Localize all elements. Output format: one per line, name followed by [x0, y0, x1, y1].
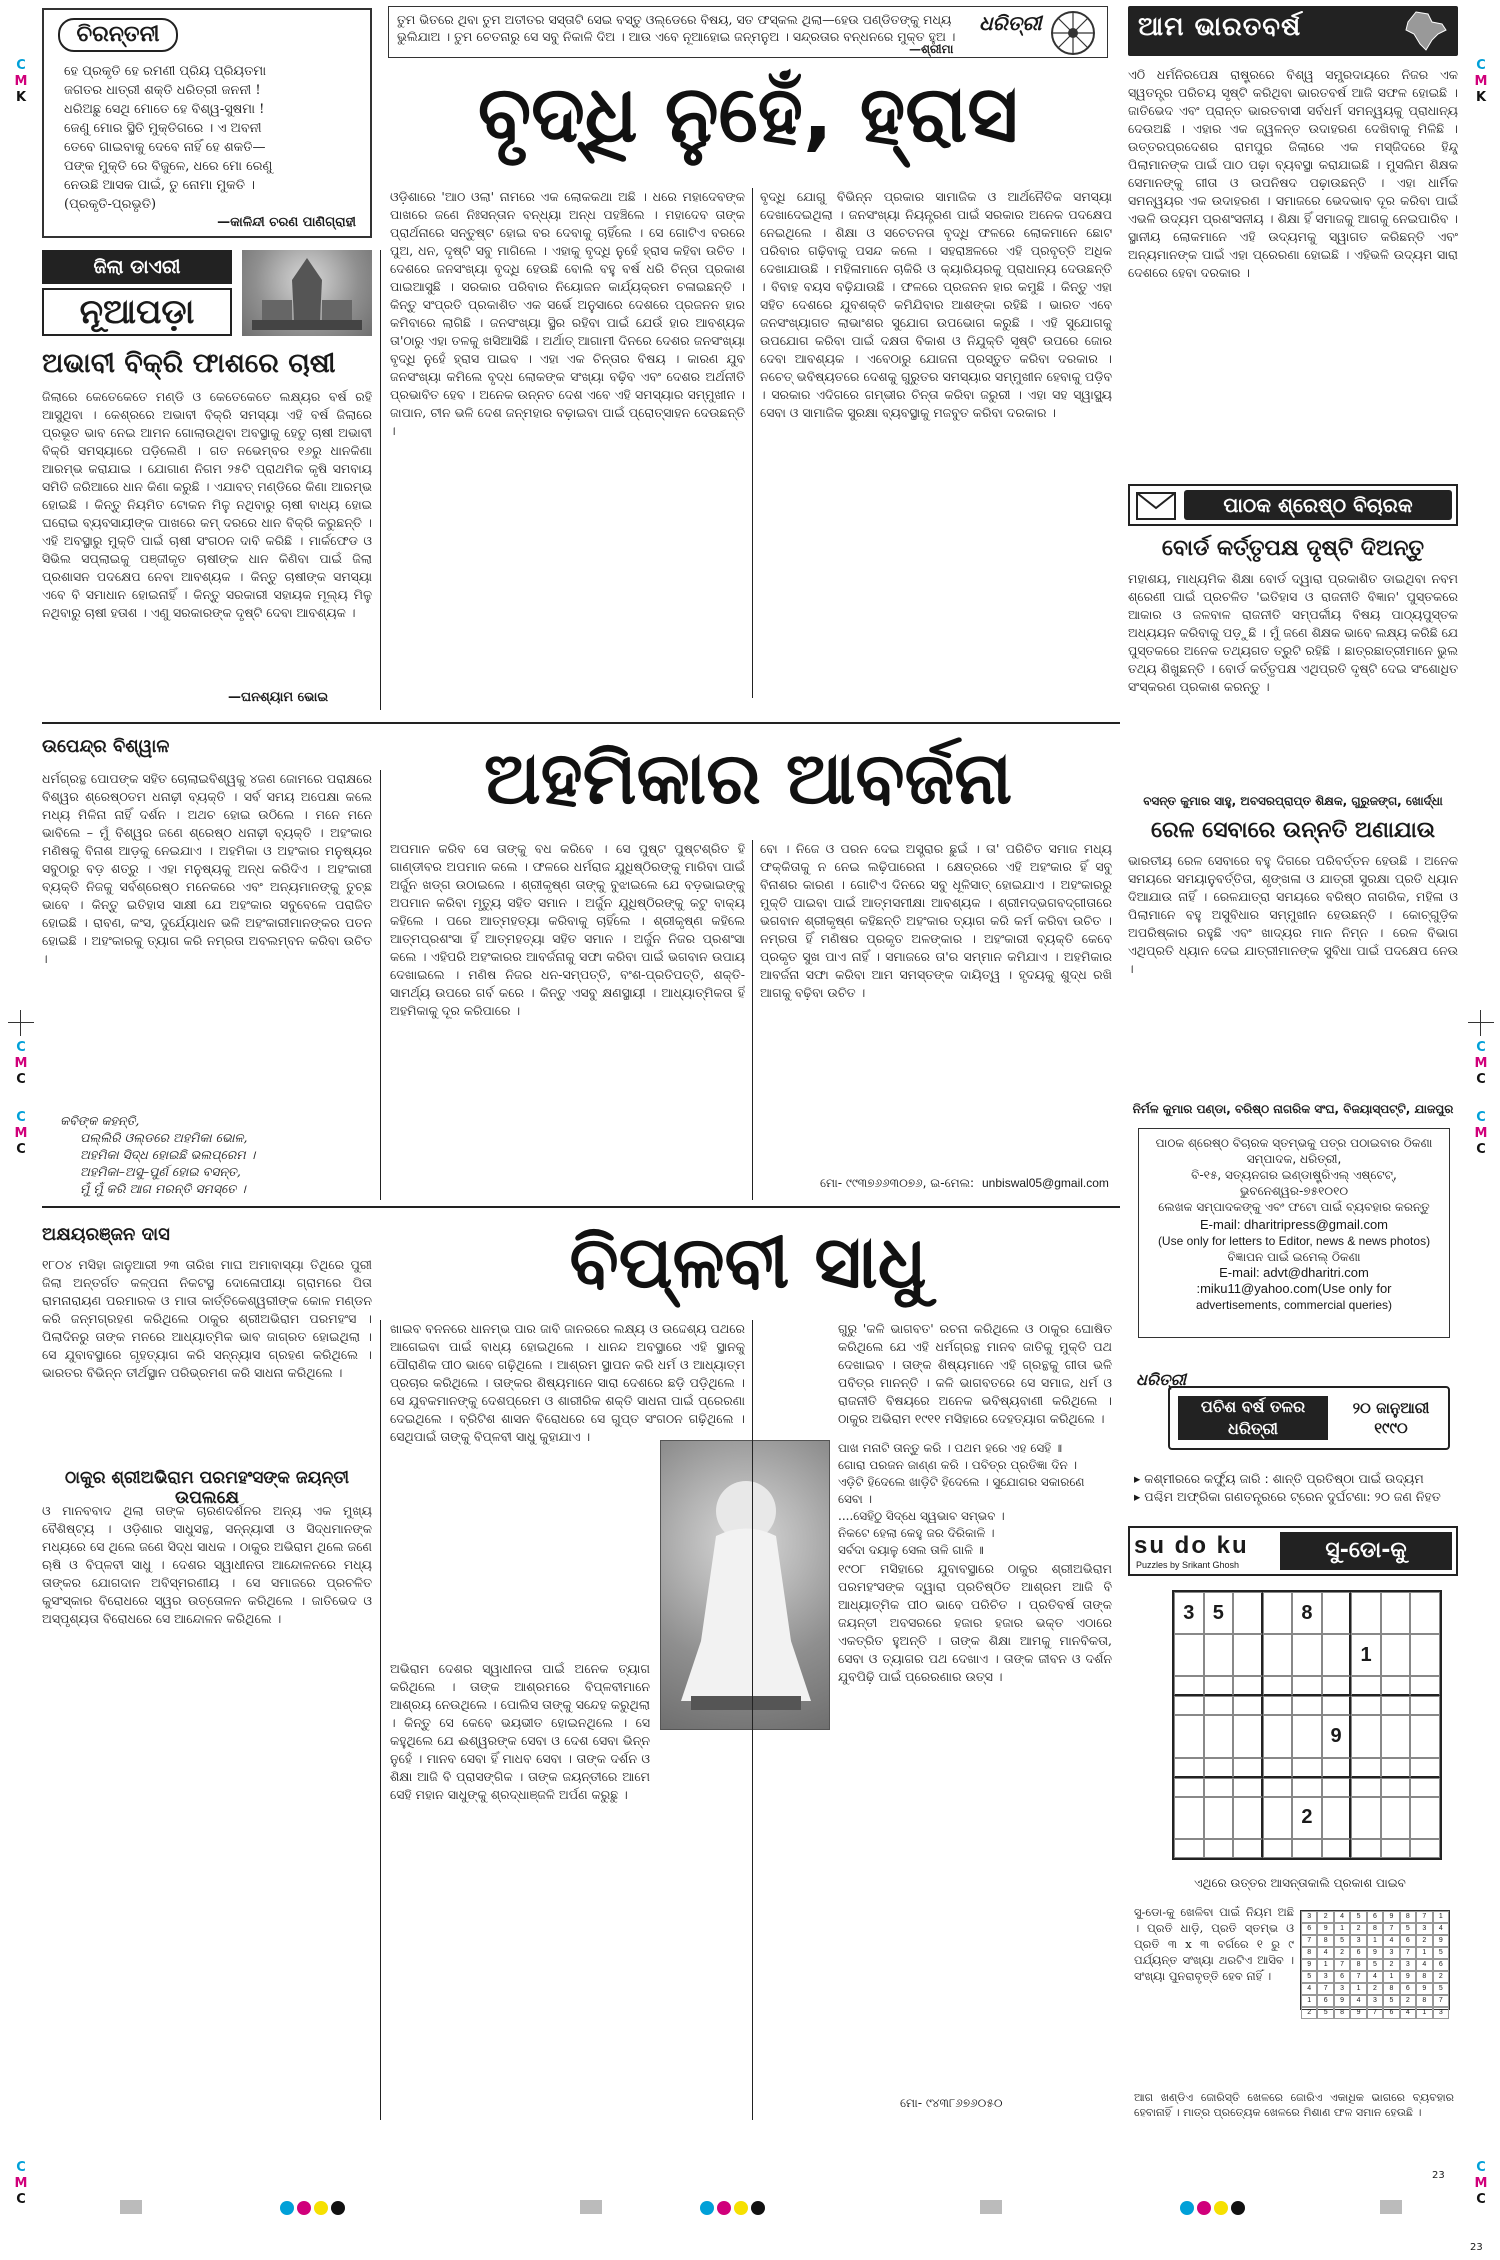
- sudoku-cell[interactable]: [1381, 1696, 1411, 1715]
- registration-mark: [8, 1010, 34, 1036]
- color-bar-strip: [0, 2190, 1500, 2230]
- sudoku-cell[interactable]: [1204, 1839, 1234, 1858]
- ahamikara-col-2: ବୋ । ନିଜେ ଓ ପରନ ଦେଇ ଅସ୍ତ୍ରାର ଛୁଇଁ । ତା' ପରିଚିତ ସମାଜ ମଧ୍ୟ ଫକ୍କିତାକୁ ନ ନେଇ ଲଢ଼ିପାରେନା । କ୍ଷେତ୍ରରେ ଏହି ଅହଂକାର ହିଁ ସବୁ ବିନାଶର କାରଣ । ଗୋଟିଏ ଦିନରେ ସବୁ ଧୂଳିସାତ୍ ହୋଇଯାଏ । ଅହଂକାରରୁ ମୁକ୍ତି ପାଇବା ପାଇଁ ଆତ୍ମସମୀକ୍ଷା ଆବଶ୍ୟକ । ଶ୍ରୀମଦ୍‌ଭଗବଦ୍‌ଗୀତାରେ ଭଗବାନ ଶ୍ରୀକୃଷ୍ଣ କହିଛନ୍ତି ଅହଂକାର ତ୍ୟାଗ କରି କର୍ମ କରିବା ଉଚିତ । ନମ୍ରତା ହିଁ ମଣିଷର ପ୍ରକୃତ ଅଳଙ୍କାର । ଅହଂକାରୀ ବ୍ୟକ୍ତି କେବେ ପ୍ରକୃତ ସୁଖ ପାଏ ନାହିଁ । ସମାଜରେ ତା'ର ସମ୍ମାନ କମିଯାଏ । ଅହମିକାର ଆବର୍ଜନା ସଫା କରିବା ଆମ ସମସ୍ତଙ୍କ ଦାୟିତ୍ୱ । ହୃଦୟକୁ ଶୁଦ୍ଧ ରଖି ଆଗକୁ ବଢ଼ିବା ଉଚିତ ।: [760, 841, 1112, 1000]
- column-divider: [380, 770, 381, 1200]
- solution-cell: 8: [1301, 1947, 1317, 1959]
- sudoku-cell[interactable]: [1233, 1839, 1263, 1858]
- cmk-mark-top-left: C M K: [14, 58, 28, 105]
- solution-cell: 2: [1334, 1947, 1350, 1959]
- zilla-body: ଜିଲାରେ କେତେକେତେ ମଣ୍ଡି ଓ କେତେକେତେ ଲକ୍ଷ୍ୟର ବର୍ଷ ରହି ଆସୁଥିବା । କେଶ୍ରରେ ଅଭାବୀ ବିକ୍ରି ସମସ୍ୟା ଏହି ବର୍ଷ ଜିଲାରେ ପ୍ରଭୂତ ଭାବ ନେଇ ଆମନ ଗୋଲାଉଥିବା ଅବସ୍ଥାକୁ ହେତୁ ଚାଷୀ ଅଭାବୀ ବିକ୍ରି ସମସ୍ୟାରେ ପଡ଼ିଲେଣି । ଗତ ନଭେମ୍ବର ୧୬ରୁ ଧାନକିଣା ଆରମ୍ଭ କରାଯାଇ । ଯୋଗାଣ ନିଗମ ୨୫ଟି ପ୍ରାଥମିକ କୃଷି ସମବାୟ ସମିତି ଜରିଆରେ ଧାନ କିଣା କରୁଛି । ଏଯାବତ୍ ମଣ୍ଡିରେ କିଣା ଆରମ୍ଭ ହୋଇଛି । କିନ୍ତୁ ନିୟମିତ ଟୋକନ ମିଳୁ ନଥିବାରୁ ଚାଷୀ ବାଧ୍ୟ ହୋଇ ଘରୋଇ ବ୍ୟବସାୟୀଙ୍କ ପାଖରେ କମ୍ ଦରରେ ଧାନ ବିକ୍ରି କରୁଛନ୍ତି । ଏହି ଅବସ୍ଥାରୁ ମୁକ୍ତି ପାଇଁ ଚାଷୀ ସଂଗଠନ ଦାବି କରିଛି । ମାର୍କଫେଡ ଓ ସିଭିଲ ସପ୍ଲାଇକୁ ପଞ୍ଜୀକୃତ ଚାଷୀଙ୍କ ଧାନ କିଣିବା ପାଇଁ ଜିଲା ପ୍ରଶାସନ ପଦକ୍ଷେପ ନେବା ଆବଶ୍ୟକ । କିନ୍ତୁ ଚାଷୀଙ୍କ ସମସ୍ୟା ଏବେ ବି ସମାଧାନ ହୋଇନାହିଁ । କିନ୍ତୁ ସରକାରୀ ସହାୟକ ମୂଲ୍ୟ ମିଳୁ ନଥିବାରୁ ଚାଷୀ ହତାଶ । ଏଣୁ ସରକାରଙ୍କ ଦୃଷ୍ଟି ଦେବା ଆବଶ୍ୟକ ।: [42, 389, 372, 620]
- solution-cell: 3: [1334, 1983, 1350, 1995]
- biplabi-col-2b: ୧୯୦୮ ମସିହାରେ ଯୁବାବସ୍ଥାରେ ଠାକୁର ଶ୍ରୀଅଭିରାମ ପରମହଂସଙ୍କ ଦ୍ୱାରା ପ୍ରତିଷ୍ଠିତ ଆଶ୍ରମ ଆଜି ବି ଆଧ୍ୟାତ୍ମିକ ପୀଠ ଭାବେ ପରିଚିତ । ପ୍ରତିବର୍ଷ ତାଙ୍କ ଜୟନ୍ତୀ ଅବସରରେ ହଜାର ହଜାର ଭକ୍ତ ଏଠାରେ ଏକତ୍ରିତ ହୁଅନ୍ତି । ତାଙ୍କ ଶିକ୍ଷା ଆମକୁ ମାନବିକତା, ସେବା ଓ ତ୍ୟାଗର ପଥ ଦେଖାଏ । ତାଙ୍କ ଜୀବନ ଓ ଦର୍ଶନ ଯୁବପିଢ଼ି ପାଇଁ ପ୍ରେରଣାର ଉତ୍ସ ।: [838, 1561, 1112, 1684]
- sudoku-cell[interactable]: [1351, 1778, 1381, 1797]
- sudoku-cell[interactable]: 3: [1174, 1592, 1204, 1634]
- kavita-line: ଜେଣୁ ମୋର ସ୍ଥିତି ମୁକ୍ତିଗରେ । ଏ ଅବନୀ: [64, 121, 262, 136]
- sudoku-cell[interactable]: [1322, 1634, 1352, 1676]
- email-link[interactable]: :miku11@yahoo.com(Use only for: [1196, 1281, 1392, 1296]
- solution-cell: 2: [1350, 1923, 1366, 1935]
- sudoku-cell[interactable]: [1233, 1592, 1263, 1634]
- sudoku-cell[interactable]: [1233, 1758, 1263, 1778]
- solution-cell: 9: [1400, 1971, 1416, 1983]
- quote-line: ମୁଁ ମୁଁ କରି ଆଗ ମରନ୍ତି ସମସ୍ତେ ।: [80, 1181, 246, 1196]
- solution-cell: 4: [1350, 1995, 1366, 2007]
- quote-text: ତୁମ ଭିତରେ ଥିବା ତୁମ ଅତୀତର ସସ୍ତାଟି ସେଇ ବସ୍ତୁ ଓଲ୍ଡେରେ ବିଷୟ, ସତ ଫସ୍କଲ ଥିଲା—ହେଉ ପଣ୍ଡିତଙ୍କୁ ମଧ୍ୟ ଭୁଲିଯାଅ । ତୁମ ଚେତନାରୁ ସେ ସବୁ ନିକାଳି ଦିଅ । ଆଉ ଏବେ ନୂଆହୋଇ ଜନ୍ମନୁଅ । ସନ୍ଦ୍ରତାର ବନ୍ଧନରେ ମୁକ୍ତ ହୁଅ ।: [397, 12, 956, 44]
- kavita-line: ନେଉଛି ଆସକ ପାଇଁ, ତୁ ନୋମା ମୁକତି ।: [64, 178, 256, 193]
- sudoku-header: [1128, 1526, 1458, 1576]
- solution-cell: 5: [1334, 1935, 1350, 1947]
- solution-cell: 6: [1334, 1971, 1350, 1983]
- cmk-mark-mid-right: C M C: [1474, 1040, 1488, 1087]
- letter1-body: ମହାଶୟ, ମାଧ୍ୟମିକ ଶିକ୍ଷା ବୋର୍ଡ ଦ୍ୱାରା ପ୍ରକାଶିତ ଡାଇଥିବା ନବମ ଶ୍ରେଣୀ ପାଇଁ ପ୍ରଚଳିତ 'ଇତିହାସ ଓ ରାଜନୀତି ବିଜ୍ଞାନ' ପୁସ୍ତକରେ ଆକାର ଓ ଜଳବାଳ ରାଜନୀତି ସମ୍ପର୍କୀୟ ବିଷୟ ପାଠ୍ୟପୁସ୍ତକ ଅଧ୍ୟୟନ କରିବାକୁ ପଡ଼ୁଛି । ମୁଁ ଜଣେ ଶିକ୍ଷକ ଭାବେ ଲକ୍ଷ୍ୟ କରିଛି ଯେ ପୁସ୍ତକରେ ଅନେକ ତଥ୍ୟଗତ ତ୍ରୁଟି ରହିଛି । ଛାତ୍ରଛାତ୍ରୀମାନେ ଭୁଲ ତଥ୍ୟ ଶିଖୁଛନ୍ତି । ବୋର୍ଡ କର୍ତ୍ତୃପକ୍ଷ ଏଥିପ୍ରତି ଦୃଷ୍ଟି ଦେଇ ସଂଶୋଧିତ ସଂସ୍କରଣ ପ୍ରକାଶ କରନ୍ତୁ ।: [1128, 571, 1458, 694]
- sudoku-cell[interactable]: [1233, 1634, 1263, 1676]
- sudoku-cell[interactable]: [1351, 1676, 1381, 1696]
- solution-cell: 6: [1317, 1995, 1333, 2007]
- solution-cell: 8: [1400, 1911, 1416, 1923]
- grey-swatch: [1380, 2200, 1402, 2214]
- email-link[interactable]: E-mail: dharitripress@gmail.com: [1199, 1217, 1389, 1232]
- solution-cell: 7: [1350, 1971, 1366, 1983]
- temple-photo: [242, 250, 372, 336]
- cmyk-dots: [700, 2200, 768, 2219]
- section-rule: [42, 722, 1120, 724]
- anniversary-item: ▸ କଶ୍ମୀରରେ କର୍ଫ୍ୟୁ ଜାରି : ଶାନ୍ତି ପ୍ରତିଷ୍ଠା ପାଇଁ ଉଦ୍ୟମ: [1134, 1471, 1424, 1486]
- ama-bharat-header: [1128, 6, 1458, 56]
- sudoku-cell[interactable]: [1322, 1696, 1352, 1715]
- sudoku-cell[interactable]: [1263, 1696, 1293, 1715]
- sadhu-photo: [660, 1440, 830, 1730]
- solution-cell: 5: [1433, 1947, 1449, 1959]
- solution-cell: 9: [1416, 1983, 1432, 1995]
- sudoku-footer-note: ଆଗ ଖଣ୍ଡିଏ ଜୋରିସ୍ତି ଖେଳରେ ଜୋରିଏ ଏକାଧିକ ଭାଗରେ ବ୍ୟବହାର ହେବାନାହିଁ । ମାତ୍ର ପ୍ରତ୍ୟେକ ଖେଳରେ ମିଶାଣ ଫଳ ସମାନ ହେଉଛି ।: [1134, 2091, 1454, 2119]
- kavita-line: ପଙ୍କ ମୁକ୍ତି ରେ ବିଜୁଳେ, ଧରେ ମୋ ରେଣୁ: [64, 159, 273, 174]
- sudoku-cell[interactable]: [1351, 1592, 1381, 1634]
- kavita-author: —କାଳିନ୍ଦୀ ଚରଣ ପାଣିଗ୍ରାହୀ: [217, 215, 356, 230]
- poem-line: ....ସେହିଠୁ ସିଦ୍ଧେ ସ୍ୱଭାବ ସମ୍ଭବ ।: [838, 1509, 1005, 1523]
- sudoku-cell[interactable]: [1381, 1634, 1411, 1676]
- grey-swatch: [120, 2200, 142, 2214]
- address-line: ବିଜ୍ଞାପନ ପାଇଁ ଇମେଲ୍ ଠିକଣା: [1227, 1250, 1361, 1264]
- ahamikara-contact: ମୋ- ୯୯୩୭୬୬୩୦୭୬, ଇ-ମେଲ:: [820, 1176, 975, 1190]
- sudoku-cell[interactable]: [1233, 1778, 1263, 1797]
- sudoku-cell[interactable]: 2: [1292, 1797, 1322, 1839]
- zilla-district: ନୂଆପଡ଼ା: [42, 288, 232, 336]
- biplabi-col-1: ଖାଇବ ବନନରେ ଧାନମ୍ଭ ପାର ଜାବି ଜାନରରେ ଲକ୍ଷ୍ୟ ଓ ଉଦ୍ଦେଶ୍ୟ ପଥରେ ଆଗେଇବା ପାଇଁ ବାଧ୍ୟ ହୋଇଥିଲେ । ଧାନନ୍ଦ ଅବସ୍ଥାରେ ଏହି ସ୍ଥାନକୁ ପୌରାଣିକ ପୀଠ ଭାବେ ଗଢ଼ିଥିଲେ । ଆଶ୍ରମ ସ୍ଥାପନ କରି ଧର୍ମ ଓ ଆଧ୍ୟାତ୍ମ ପ୍ରଚାର କରିଥିଲେ । ତାଙ୍କର ଶିଷ୍ୟମାନେ ସାରା ଦେଶରେ ଛଡ଼ି ପଡ଼ିଥିଲେ । ସେ ଯୁବକମାନଙ୍କୁ ଦେଶପ୍ରେମ ଓ ଶାରୀରିକ ଶକ୍ତି ସାଧନା ପାଇଁ ପ୍ରେରଣା ଦେଇଥିଲେ । ବ୍ରିଟିଶ ଶାସନ ବିରୋଧରେ ସେ ଗୁପ୍ତ ସଂଗଠନ ଗଢ଼ିଥିଲେ । ସେଥିପାଇଁ ତାଙ୍କୁ ବିପ୍ଳବୀ ସାଧୁ କୁହାଯାଏ ।: [390, 1321, 745, 1444]
- ahamikara-headline: ଅହମିକାର ଆବର୍ଜନା: [483, 736, 1013, 820]
- sudoku-cell[interactable]: [1410, 1839, 1440, 1858]
- cmk-mark-mid2-right: C M C: [1474, 1110, 1488, 1157]
- sudoku-cell[interactable]: [1174, 1634, 1204, 1676]
- sudoku-cell[interactable]: [1410, 1797, 1440, 1839]
- cmyk-dots: [280, 2200, 348, 2219]
- kavita-line: ହେ ପ୍ରକୃତି ହେ ରମଣୀ ପ୍ରିୟ ପ୍ରିୟତମା: [64, 64, 267, 79]
- address-line: ପାଠକ ଶ୍ରେଷ୍ଠ ବିଚାରକ ସ୍ତମ୍ଭକୁ ପତ୍ର ପଠାଇବାର ଠିକଣା: [1155, 1136, 1433, 1150]
- editorial-col-2: ବୃଦ୍ଧି ଯୋଗୁ ବିଭିନ୍ନ ପ୍ରକାର ସାମାଜିକ ଓ ଆର୍ଥନୈତିକ ସମସ୍ୟା ଦେଖାଦେଇଥିଲା । ଜନସଂଖ୍ୟା ନିୟନ୍ତ୍ରଣ ପାଇଁ ସରକାର ଅନେକ ପଦକ୍ଷେପ ନେଇଥିଲେ । ଶିକ୍ଷା ଓ ସଚେତନତା ବୃଦ୍ଧି ଫଳରେ ଲୋକମାନେ ଛୋଟ ପରିବାର ଗଢ଼ିବାକୁ ପସନ୍ଦ କଲେ । ସହରାଞ୍ଚଳରେ ଏହି ପ୍ରବୃତ୍ତି ଅଧିକ ଦେଖାଯାଉଛି । ମହିଳାମାନେ ଚାକିରି ଓ କ୍ୟାରିୟରକୁ ପ୍ରାଧାନ୍ୟ ଦେଉଛନ୍ତି । ବିବାହ ବୟସ ବଢ଼ିଯାଉଛି । ଫଳରେ ପ୍ରଜନନ ହାର କମୁଛି । କିନ୍ତୁ ଏହା ସହିତ ଦେଶରେ ଯୁବଶକ୍ତି କମିଯିବାର ଆଶଙ୍କା ରହିଛି । ଭାରତ ଏବେ ଜନସଂଖ୍ୟାଗତ ଲାଭାଂଶର ସୁଯୋଗ ଉପଭୋଗ କରୁଛି । ଏହି ସୁଯୋଗକୁ ଉପଯୋଗ କରିବା ପାଇଁ ଦକ୍ଷତା ବିକାଶ ଓ ନିଯୁକ୍ତି ସୃଷ୍ଟି ଉପରେ ଜୋର ଦେବା ଆବଶ୍ୟକ । ଏବେଠାରୁ ଯୋଜନା ପ୍ରସ୍ତୁତ କରିବା ଦରକାର । ନଚେତ୍ ଭବିଷ୍ୟତରେ ଦେଶକୁ ଗୁରୁତର ସମସ୍ୟାର ସମ୍ମୁଖୀନ ହେବାକୁ ପଡ଼ିବ । ସରକାର ଏଦିଗରେ ଗମ୍ଭୀର ଚିନ୍ତା କରିବା ଜରୁରୀ । ଏହା ସହ ସ୍ୱାସ୍ଥ୍ୟ ସେବା ଓ ସାମାଜିକ ସୁରକ୍ଷା ବ୍ୟବସ୍ଥାକୁ ମଜବୁତ କରିବା ଦରକାର ।: [760, 189, 1112, 420]
- address-line: ବି-୧୫, ସତ୍ୟନଗର ଇଣ୍ଡାଷ୍ଟ୍ରିଏଲ୍ ଏଷ୍ଟେଟ୍, ଭୁବନେଶ୍ୱର-୭୫୧୦୧୦: [1191, 1168, 1397, 1198]
- solution-cell: 9: [1433, 1935, 1449, 1947]
- sudoku-cell[interactable]: [1292, 1676, 1322, 1696]
- letter1-author: ବସନ୍ତ କୁମାର ସାହୁ, ଅବସରପ୍ରାପ୍ତ ଶିକ୍ଷକ, ଗୁରୁଜଙ୍ଗ, ଖୋର୍ଦ୍ଧା: [1143, 794, 1443, 808]
- poem-line: ଏଡ଼ିଟି ହିଦେଲେ ଖାଡ଼ିଟି ହିଦେଲେ । ସୁଯୋଗର ସକାରଣେ ସେବା ।: [838, 1475, 1085, 1506]
- zilla-diary-label: ଜିଲା ଡାଏରୀ: [42, 250, 232, 284]
- cmk-mark-bottom-right: C M C: [1474, 2160, 1488, 2207]
- ahamikara-email[interactable]: unbiswal05@gmail.com: [982, 1176, 1109, 1190]
- solution-cell: 6: [1400, 1935, 1416, 1947]
- column-divider: [380, 250, 381, 710]
- solution-cell: 1: [1317, 1959, 1333, 1971]
- zilla-headline: ଅଭାବୀ ବିକ୍ରି ଫାଶରେ ଚାଷୀ: [42, 348, 336, 379]
- solution-cell: 3: [1350, 1935, 1366, 1947]
- solution-cell: 5: [1350, 1911, 1366, 1923]
- solution-cell: 6: [1433, 1959, 1449, 1971]
- email-link[interactable]: E-mail: advt@dharitri.com: [1219, 1265, 1369, 1280]
- poem-line: ପାଖ ମନାଟି ତାନ୍ତୁ କରି । ପଥମ ହରେ ଏହ ସେହି ॥: [838, 1441, 1063, 1455]
- sudoku-cell[interactable]: [1174, 1758, 1204, 1778]
- sudoku-cell[interactable]: [1204, 1797, 1234, 1839]
- sudoku-brand-sub: Puzzles by Srikant Ghosh: [1136, 1560, 1240, 1570]
- sudoku-cell[interactable]: [1263, 1715, 1293, 1757]
- solution-cell: 8: [1367, 1923, 1383, 1935]
- dharitri-logo-small: ଧରିତ୍ରୀ: [1136, 1370, 1186, 1389]
- solution-cell: 7: [1301, 1935, 1317, 1947]
- sudoku-cell[interactable]: [1351, 1839, 1381, 1858]
- sudoku-cell[interactable]: [1351, 1797, 1381, 1839]
- sudoku-cell[interactable]: [1263, 1778, 1293, 1797]
- solution-cell: 3: [1433, 2007, 1449, 2019]
- cmk-mark-top-right: C M K: [1474, 58, 1488, 105]
- solution-cell: 1: [1416, 2007, 1432, 2019]
- solution-cell: 6: [1367, 1911, 1383, 1923]
- cmk-mark-mid-left: C M C: [14, 1040, 28, 1087]
- sudoku-cell[interactable]: [1381, 1797, 1411, 1839]
- solution-cell: 6: [1301, 1923, 1317, 1935]
- sudoku-cell[interactable]: [1322, 1797, 1352, 1839]
- kavita-line: (ପ୍ରକୃତି-ପ୍ରଭୃତି): [64, 197, 157, 212]
- quote-box: [388, 6, 1108, 58]
- editorial-col-1: ଓଡ଼ିଶାରେ 'ଆଠ ଓଲା' ନାମରେ ଏକ ଲୋକକଥା ଅଛି । ଧରେ ମହାଦେବଙ୍କ ପାଖରେ ଜଣେ ନିଃସନ୍ତାନ ବନ୍ଧ୍ୟା ଅନ୍ଧ ପହଞ୍ଚିଲେ । ମହାଦେବ ତାଙ୍କ ପ୍ରାର୍ଥନାରେ ସନ୍ତୁଷ୍ଟ ହୋଇ ବର ଦେବାକୁ ଚାହିଁଲେ । ସେ ଗୋଟିଏ ବରରେ ପୁଅ, ଧନ, ଦୃଷ୍ଟି ସବୁ ମାଗିଲେ । ଏହାକୁ ବୃଦ୍ଧି ନୁହେଁ ହ୍ରାସ କହିବା ଉଚିତ । ଦେଶରେ ଜନସଂଖ୍ୟା ବୃଦ୍ଧି ହେଉଛି ବୋଲି ବହୁ ବର୍ଷ ଧରି ଚିନ୍ତା ପ୍ରକାଶ ପାଇଆସୁଛି । ସରକାର ପରିବାର ନିୟୋଜନ କାର୍ଯ୍ୟକ୍ରମ ଚଳାଇଛନ୍ତି । କିନ୍ତୁ ସଂପ୍ରତି ପ୍ରକାଶିତ ଏକ ସର୍ଭେ ଅନୁସାରେ ଦେଶରେ ପ୍ରଜନନ ହାର କମିବାରେ ଲାଗିଛି । ଜନସଂଖ୍ୟା ସ୍ଥିର ରହିବା ପାଇଁ ଯେଉଁ ହାର ଆବଶ୍ୟକ ତା'ଠାରୁ ଏହା ତଳକୁ ଖସିଆସିଛି । ଅର୍ଥାତ୍ ଆଗାମୀ ଦିନରେ ଦେଶର ଜନସଂଖ୍ୟା ବୃଦ୍ଧି ନୁହେଁ ହ୍ରାସ ପାଇବ । ଏହା ଏକ ଚିନ୍ତାର ବିଷୟ । କାରଣ ଯୁବ ଜନସଂଖ୍ୟା କମିଲେ ବୃଦ୍ଧ ଲୋକଙ୍କ ସଂଖ୍ୟା ବଢ଼ିବ ଏବଂ ଦେଶର ଅର୍ଥନୀତି ପ୍ରଭାବିତ ହେବ । ଅନେକ ଉନ୍ନତ ଦେଶ ଏବେ ଏହି ସମସ୍ୟାର ସମ୍ମୁଖୀନ । ଜାପାନ, ଚୀନ ଭଳି ଦେଶ ଜନ୍ମହାର ବଢ଼ାଇବା ପାଇଁ ପ୍ରୋତ୍ସାହନ ଦେଉଛନ୍ତି ।: [390, 189, 745, 438]
- sudoku-cell[interactable]: [1381, 1839, 1411, 1858]
- sudoku-grid[interactable]: [1172, 1590, 1442, 1860]
- solution-cell: 1: [1367, 1935, 1383, 1947]
- biplabi-poem: [838, 1440, 1112, 1559]
- solution-cell: 7: [1317, 1983, 1333, 1995]
- solution-cell: 2: [1416, 1935, 1432, 1947]
- solution-cell: 4: [1416, 1959, 1432, 1971]
- sudoku-cell[interactable]: [1233, 1797, 1263, 1839]
- sudoku-cell[interactable]: [1292, 1634, 1322, 1676]
- sudoku-cell[interactable]: [1174, 1676, 1204, 1696]
- anniversary-item: ▸ ପଶ୍ଚିମ ଅଫ୍ରିକା ଗଣତନ୍ତ୍ରରେ ଟ୍ରେନ ଦୁର୍ଘଟଣା: ୨୦ ଜଣ ନିହତ: [1134, 1489, 1441, 1504]
- solution-cell: 6: [1383, 2007, 1399, 2019]
- sudoku-cell[interactable]: [1381, 1592, 1411, 1634]
- envelope-icon: [1136, 492, 1176, 520]
- pathaka-title: ପାଠକ ଶ୍ରେଷ୍ଠ ବିଚାରକ: [1184, 490, 1452, 520]
- sudoku-cell[interactable]: [1410, 1592, 1440, 1634]
- solution-cell: 1: [1383, 1971, 1399, 1983]
- sudoku-cell[interactable]: [1292, 1715, 1322, 1757]
- solution-cell: 4: [1301, 1983, 1317, 1995]
- column-divider: [752, 188, 753, 698]
- solution-cell: 3: [1383, 1947, 1399, 1959]
- sudoku-cell[interactable]: [1381, 1778, 1411, 1797]
- solution-cell: 5: [1400, 1923, 1416, 1935]
- column-divider: [380, 1320, 381, 2120]
- solution-cell: 5: [1383, 1995, 1399, 2007]
- sudoku-cell[interactable]: 5: [1204, 1592, 1234, 1634]
- solution-cell: 8: [1416, 1995, 1432, 2007]
- letter2-author: ନିର୍ମଳ କୁମାର ପଣ୍ଡା, ବରିଷ୍ଠ ନାଗରିକ ସଂଘ, ବିଜୟାସ୍ପଟ୍ଟି, ଯାଜପୁର: [1132, 1102, 1454, 1116]
- solution-cell: 4: [1334, 1911, 1350, 1923]
- solution-cell: 2: [1383, 1959, 1399, 1971]
- main-headline: ବୃଦ୍ଧି ନୁହେଁ, ହ୍ରାସ: [477, 70, 1019, 160]
- solution-cell: 3: [1400, 1959, 1416, 1971]
- registration-mark: [1468, 1010, 1494, 1036]
- sudoku-cell[interactable]: [1263, 1592, 1293, 1634]
- solution-cell: 7: [1433, 1995, 1449, 2007]
- biplabi-col-2: ଗୁରୁ 'କଳି ଭାଗବତ' ରଚନା କରିଥିଲେ ଓ ଠାକୁର ଘୋଷିତ କରିଥିଲେ ଯେ ଏହି ଧର୍ମଗ୍ରନ୍ଥ ମାନବ ଜାତିକୁ ମୁକ୍ତି ପଥ ଦେଖାଇବ । ତାଙ୍କ ଶିଷ୍ୟମାନେ ଏହି ଗ୍ରନ୍ଥକୁ ଗୀତା ଭଳି ପବିତ୍ର ମାନନ୍ତି । କଳି ଭାଗବତରେ ସେ ସମାଜ, ଧର୍ମ ଓ ରାଜନୀତି ବିଷୟରେ ଅନେକ ଭବିଷ୍ୟବାଣୀ କରିଥିଲେ । ଠାକୁର ଅଭିରାମ ୧୯୧୧ ମସିହାରେ ଦେହତ୍ୟାଗ କରିଥିଲେ ।: [838, 1321, 1112, 1426]
- solution-cell: 7: [1416, 1911, 1432, 1923]
- solution-cell: 9: [1301, 1959, 1317, 1971]
- solution-cell: 7: [1367, 2007, 1383, 2019]
- poem-line: ନିକଟେ ହେଲା କେହୁ ଜର ଦିରିକାଳି ।: [838, 1526, 995, 1540]
- solution-cell: 2: [1301, 2007, 1317, 2019]
- solution-cell: 3: [1416, 1923, 1432, 1935]
- sudoku-cell[interactable]: [1204, 1696, 1234, 1715]
- solution-cell: 6: [1350, 1947, 1366, 1959]
- sudoku-title: ସୁ-ଡୋ-କୁ: [1280, 1532, 1452, 1570]
- sudoku-cell[interactable]: [1410, 1715, 1440, 1757]
- bottom-page-number: 23: [1470, 2242, 1483, 2253]
- solution-cell: 8: [1350, 1959, 1366, 1971]
- biplabi-col-1b: ଅଭିରାମ ଦେଶର ସ୍ୱାଧୀନତା ପାଇଁ ଅନେକ ତ୍ୟାଗ କରିଥିଲେ । ତାଙ୍କ ଆଶ୍ରମରେ ବିପ୍ଳବୀମାନେ ଆଶ୍ରୟ ନେଉଥିଲେ । ପୋଲିସ ତାଙ୍କୁ ସନ୍ଦେହ କରୁଥିଲା । କିନ୍ତୁ ସେ କେବେ ଭୟଭୀତ ହୋଇନଥିଲେ । ସେ କହୁଥିଲେ ଯେ ଈଶ୍ୱରଙ୍କ ସେବା ଓ ଦେଶ ସେବା ଭିନ୍ନ ନୁହେଁ । ମାନବ ସେବା ହିଁ ମାଧବ ସେବା । ତାଙ୍କ ଦର୍ଶନ ଓ ଶିକ୍ଷା ଆଜି ବି ପ୍ରାସଙ୍ଗିକ । ତାଙ୍କ ଜୟନ୍ତୀରେ ଆମେ ସେହି ମହାନ ସାଧୁଙ୍କୁ ଶ୍ରଦ୍ଧାଞ୍ଜଳି ଅର୍ପଣ କରୁଛୁ ।: [390, 1661, 650, 1802]
- kavita-lines: [64, 62, 364, 214]
- solution-cell: 8: [1416, 1971, 1432, 1983]
- grey-swatch: [980, 2200, 1002, 2214]
- biplabi-headline: ବିପ୍ଳବୀ ସାଧୁ: [569, 1220, 927, 1304]
- sudoku-cell[interactable]: [1410, 1696, 1440, 1715]
- solution-cell: 7: [1334, 1959, 1350, 1971]
- sudoku-brand: su do ku: [1134, 1532, 1249, 1559]
- email-note: advertisements, commercial queries): [1195, 1298, 1393, 1312]
- sudoku-cell[interactable]: [1263, 1634, 1293, 1676]
- sudoku-cell[interactable]: [1381, 1758, 1411, 1778]
- biplabi-byline: ଅକ୍ଷୟରଞ୍ଜନ ଦାସ: [42, 1224, 170, 1245]
- letter2-body: ଭାରତୀୟ ରେଳ ସେବାରେ ବହୁ ଦିଗରେ ପରିବର୍ତ୍ତନ ହେଉଛି । ଅନେକ ସମୟରେ ସମୟାନୁବର୍ତ୍ତିତା, ଶୃଙ୍ଖଳା ଓ ଯାତ୍ରୀ ସୁରକ୍ଷା ପ୍ରତି ଧ୍ୟାନ ଦିଆଯାଉ ନାହିଁ । ରେଳଯାତ୍ରା ସମୟରେ ବରିଷ୍ଠ ନାଗରିକ, ମହିଳା ଓ ପିଲାମାନେ ବହୁ ଅସୁବିଧାର ସମ୍ମୁଖୀନ ହେଉଛନ୍ତି । କୋଚ୍‌ଗୁଡ଼ିକ ଅପରିଷ୍କାର ରହୁଛି ଏବଂ ଖାଦ୍ୟର ମାନ ନିମ୍ନ । ରେଳ ବିଭାଗ ଏଥିପ୍ରତି ଧ୍ୟାନ ଦେଇ ଯାତ୍ରୀମାନଙ୍କ ସୁବିଧା ପାଇଁ ପଦକ୍ଷେପ ନେଉ ।: [1128, 853, 1458, 976]
- sudoku-cell[interactable]: [1322, 1592, 1352, 1634]
- biplabi-subhead: ଠାକୁର ଶ୍ରୀଅଭିରାମ ପରମହଂସଙ୍କ ଜୟନ୍ତୀ ଉପଲକ୍ଷେ: [64, 1468, 350, 1508]
- solution-cell: 7: [1383, 1923, 1399, 1935]
- kavita-box: [42, 8, 372, 238]
- anniversary-items: [1134, 1470, 1454, 1506]
- sudoku-cell[interactable]: [1410, 1758, 1440, 1778]
- wheel-icon: [1049, 9, 1097, 57]
- sudoku-solution: [1300, 1910, 1450, 2016]
- quote-line: କବିଙ୍କ କହନ୍ତି,: [60, 1113, 140, 1128]
- solution-cell: 5: [1433, 1983, 1449, 1995]
- email-note: (Use only for letters to Editor, news & news photos): [1157, 1234, 1431, 1248]
- biplabi-col-0b: ଓ ମାନବବାଦ ଥିଲା ତାଙ୍କ ଚାରଣଦର୍ଶନର ଅନ୍ୟ ଏକ ମୁଖ୍ୟ ବୈଶିଷ୍ଟ୍ୟ । ଓଡ଼ିଶାର ସାଧୁସନ୍ଥ, ସନ୍ନ୍ୟାସୀ ଓ ସିଦ୍ଧମାନଙ୍କ ମଧ୍ୟରେ ସେ ଥିଲେ ଜଣେ ସିଦ୍ଧ ସାଧକ । ଠାକୁର ଅଭିରାମ ଥିଲେ ଜଣେ ଋଷି ଓ ବିପ୍ଳବୀ ସାଧୁ । ଦେଶର ସ୍ୱାଧୀନତା ଆନ୍ଦୋଳନରେ ମଧ୍ୟ ତାଙ୍କର ଯୋଗଦାନ ଅବିସ୍ମରଣୀୟ । ସେ ସମାଜରେ ପ୍ରଚଳିତ କୁସଂସ୍କାର ବିରୋଧରେ ସ୍ୱର ଉତ୍ତୋଳନ କରିଥିଲେ । ଜାତିଭେଦ ଓ ଅସ୍ପୃଶ୍ୟତା ବିରୋଧରେ ସେ ଆନ୍ଦୋଳନ କରିଥିଲେ ।: [42, 1503, 372, 1626]
- cmk-mark-bottom-left: C M C: [14, 2160, 28, 2207]
- solution-cell: 8: [1317, 1935, 1333, 1947]
- solution-cell: 9: [1334, 1995, 1350, 2007]
- ama-bharat-title: ଆମ ଭାରତବର୍ଷ: [1138, 12, 1302, 42]
- india-map-icon: [1398, 10, 1450, 52]
- solution-cell: 1: [1416, 1947, 1432, 1959]
- kavita-line: ଜଗତର ଧାତ୍ରୀ ଶକ୍ତି ଧରିତ୍ରୀ ଜନନୀ !: [64, 83, 261, 98]
- sudoku-cell[interactable]: [1322, 1758, 1352, 1778]
- solution-cell: 9: [1367, 1947, 1383, 1959]
- page-number: 23: [1432, 2170, 1445, 2181]
- sudoku-cell[interactable]: [1410, 1634, 1440, 1676]
- solution-cell: 8: [1383, 1983, 1399, 1995]
- sudoku-cell[interactable]: [1204, 1715, 1234, 1757]
- sudoku-cell[interactable]: [1292, 1696, 1322, 1715]
- temple-icon: [242, 250, 372, 336]
- anniversary-label: ପଚିଶ ବର୍ଷ ତଳର ଧରିତ୍ରୀ: [1178, 1396, 1328, 1440]
- sudoku-cell[interactable]: [1292, 1758, 1322, 1778]
- solution-cell: 4: [1383, 1935, 1399, 1947]
- sudoku-cell[interactable]: [1204, 1676, 1234, 1696]
- solution-cell: 2: [1367, 1983, 1383, 1995]
- letter1-title: ବୋର୍ଡ କର୍ତ୍ତୃପକ୍ଷ ଦୃଷ୍ଟି ଦିଅନ୍ତୁ: [1161, 536, 1425, 561]
- solution-cell: 8: [1334, 2007, 1350, 2019]
- anniversary-frame: [1168, 1386, 1450, 1450]
- sudoku-cell[interactable]: [1233, 1676, 1263, 1696]
- solution-cell: 3: [1367, 1995, 1383, 2007]
- sudoku-cell[interactable]: [1351, 1758, 1381, 1778]
- address-line: ଲେଖକ ସମ୍ପାଦକଙ୍କୁ ଏବଂ ଫଟୋ ପାଇଁ ବ୍ୟବହାର କରନ୍ତୁ: [1158, 1200, 1430, 1214]
- sudoku-cell[interactable]: 9: [1322, 1715, 1352, 1757]
- cmk-mark-mid2-left: C M C: [14, 1110, 28, 1157]
- sudoku-cell[interactable]: [1351, 1715, 1381, 1757]
- solution-cell: 5: [1317, 2007, 1333, 2019]
- poem-line: ସର୍ବଦା ଦୟାଳୁ ସେଲ ତାଳି ଗାଳି ॥: [838, 1543, 984, 1557]
- column-divider: [752, 840, 753, 1200]
- sudoku-cell[interactable]: [1381, 1715, 1411, 1757]
- sudoku-cell[interactable]: [1322, 1676, 1352, 1696]
- solution-cell: 9: [1383, 1911, 1399, 1923]
- dharitri-logo: ଧରିତ୍ରୀ: [979, 11, 1042, 35]
- address-line: ସମ୍ପାଦକ, ଧରିତ୍ରୀ,: [1246, 1152, 1342, 1166]
- ahamikara-col-0: ଧର୍ମଗ୍ରନ୍ଥ ପୋପଙ୍କ ସହିତ ଚୋଲାଇବିଶ୍ୱକୁ ୪ଜଣ ଜୋମରେ ପରାକ୍ଷରେ ବିଶ୍ୱର ଶ୍ରେଷ୍ଠତମ ଧନାଢ଼ୀ ବ୍ୟକ୍ତି । ସର୍ବ ସମୟ ଅପେକ୍ଷା କଲେ ମଧ୍ୟ ମିଳିନା ନାହିଁ ଦର୍ଶନ । ଅଥଚ ହୋଇ ଉଠିଲେ । ମନେ ମନେ ଭାବିଲେ – ମୁଁ ବିଶ୍ୱର ଜଣେ ଶ୍ରେଷ୍ଠ ଧନାଢ଼ୀ ବ୍ୟକ୍ତି । ଅହଂକାର ମଣିଷକୁ ବିନାଶ ଆଡ଼କୁ ନେଇଯାଏ । ଅହମିକା ଓ ଅହଂକାର ମନୁଷ୍ୟର ସବୁଠାରୁ ବଡ଼ ଶତ୍ରୁ । ଏହା ମନୁଷ୍ୟକୁ ଅନ୍ଧ କରିଦିଏ । ଅହଂକାରୀ ବ୍ୟକ୍ତି ନିଜକୁ ସର୍ବଶ୍ରେଷ୍ଠ ମନେକରେ ଏବଂ ଅନ୍ୟମାନଙ୍କୁ ତୁଚ୍ଛ ଭାବେ । କିନ୍ତୁ ଇତିହାସ ସାକ୍ଷୀ ଯେ ଅହଂକାର ସବୁବେଳେ ପରାଜିତ ହୋଇଛି । ରାବଣ, କଂସ, ଦୁର୍ଯ୍ୟୋଧନ ଭଳି ଅହଂକାରୀମାନଙ୍କର ପତନ ହୋଇଛି । ଅହଂକାରକୁ ତ୍ୟାଗ କରି ନମ୍ରତା ଅବଲମ୍ବନ କରିବା ଉଚିତ ।: [42, 771, 372, 966]
- sudoku-cell[interactable]: [1174, 1778, 1204, 1797]
- sudoku-cell[interactable]: [1233, 1715, 1263, 1757]
- solution-cell: 1: [1334, 1923, 1350, 1935]
- anniversary-date: ୨୦ ଜାନୁଆରୀ ୧୯୯୦: [1352, 1399, 1430, 1437]
- kavita-line: ଧରିଅଛୁ ସେଥି ମୋତେ ହେ ବିଶ୍ୱ-ସୁଷମା !: [64, 102, 265, 117]
- sudoku-cell[interactable]: [1292, 1839, 1322, 1858]
- sudoku-cell[interactable]: [1322, 1839, 1352, 1858]
- kavita-line: ତେବେ ଗାଇବାକୁ ଦେବେ ନାହିଁ ହେ ଶକତି—: [64, 140, 266, 155]
- solution-cell: 2: [1400, 1995, 1416, 2007]
- biplabi-col-0: ୧୮୦୪ ମସିହା ଜାନୁଆରୀ ୨୩ ତାରିଖ ମାଘ ଅମାବାସ୍ୟା ତିଥିରେ ପୁରୀ ଜିଲା ଅନ୍ତର୍ଗତ କଳ୍ପନା ନିକଟସ୍ଥ ଦୋଳୋପୀୟା ଗ୍ରାମରେ ପିତା ରାମନାରାୟଣ ପରମାରକ ଓ ମାତା କାର୍ତ୍ତିକେଶ୍ୱରୀଙ୍କ କୋଳ ମଣ୍ଡନ କରି ଜନ୍ମଗ୍ରହଣ କରିଥିଲେ ଠାକୁର ଶ୍ରୀଅଭିରାମ ପରମହଂସ । ପିଲାଦିନରୁ ତାଙ୍କ ମନରେ ଆଧ୍ୟାତ୍ମିକ ଭାବ ଜାଗ୍ରତ ହୋଇଥିଲା । ସେ ଯୁବାବସ୍ଥାରେ ଗୃହତ୍ୟାଗ କରି ସନ୍ନ୍ୟାସ ଗ୍ରହଣ କରିଥିଲେ । ଭାରତର ବିଭିନ୍ନ ତୀର୍ଥସ୍ଥାନ ପରିଭ୍ରମଣ କରି ସାଧନା କରିଥିଲେ ।: [42, 1257, 372, 1380]
- quote-line: ପଲ୍ଲିରି ଓଲ୍ଡରେ ଅହମିକା ଭୋଳ,: [80, 1130, 248, 1145]
- solution-cell: 5: [1367, 1959, 1383, 1971]
- sudoku-cell[interactable]: [1410, 1778, 1440, 1797]
- poem-line: ଗୋରା ପରଜନ ଜାଣ୍ଣ କରି । ପବିତ୍ର ପ୍ରତିଜ୍ଞା ଦିନ ।: [838, 1458, 1077, 1472]
- solution-cell: 2: [1433, 1971, 1449, 1983]
- sudoku-cell[interactable]: [1292, 1778, 1322, 1797]
- sudoku-cell[interactable]: [1204, 1758, 1234, 1778]
- solution-cell: 3: [1317, 1971, 1333, 1983]
- quote-line: ଅହମିକା–ଅସୁ–ପୁର୍ଣ ହୋଇ ବସନ୍ତ,: [80, 1164, 241, 1179]
- solution-cell: 3: [1301, 1911, 1317, 1923]
- biplabi-contact: ମୋ- ୯୪୩୮୬୭୬୦୫୦: [900, 2096, 1003, 2110]
- grey-swatch: [580, 2200, 602, 2214]
- ahamikara-quote: [60, 1112, 360, 1197]
- zilla-author: —ଘନଶ୍ୟାମ ଭୋଇ: [228, 690, 329, 705]
- solution-cell: 7: [1400, 1947, 1416, 1959]
- solution-cell: 5: [1301, 1971, 1317, 1983]
- pathaka-header: [1128, 484, 1458, 526]
- sudoku-cell[interactable]: 8: [1292, 1592, 1322, 1634]
- sudoku-cell[interactable]: [1204, 1778, 1234, 1797]
- solution-cell: 9: [1317, 1923, 1333, 1935]
- sudoku-caption: ଏଥିରେ ଉତ୍ତର ଆସନ୍ତାକାଲି ପ୍ରକାଶ ପାଇବ: [1194, 1876, 1406, 1890]
- solution-cell: 1: [1301, 1995, 1317, 2007]
- sudoku-cell[interactable]: [1174, 1696, 1204, 1715]
- kavita-title: ଚିରନ୍ତନୀ: [58, 18, 178, 52]
- letter2-title: ରେଳ ସେବାରେ ଉନ୍ନତି ଅଣାଯାଉ: [1150, 818, 1436, 843]
- ahamikara-col-1: ଅପମାନ କରିବ ସେ ତାଙ୍କୁ ବଧ କରିବେ । ସେ ପୁଷ୍ଟ ପୁଷ୍ଟଶ୍ରିତ ହି ଗାଣ୍ଡୀବର ଅପମାନ କଲେ । ଫଳରେ ଧର୍ମରାଜ ଯୁଧିଷ୍ଠିରଙ୍କୁ ମାରିବା ପାଇଁ ଅର୍ଜୁନ ଖଡ୍ଗ ଉଠାଇଲେ । ଶ୍ରୀକୃଷ୍ଣ ତାଙ୍କୁ ବୁଝାଇଲେ ଯେ ବଡ଼ଭାଇଙ୍କୁ ଅପମାନ କରିବା ମୃତ୍ୟୁ ସହିତ ସମାନ । ଅର୍ଜୁନ ଯୁଧିଷ୍ଠିରଙ୍କୁ କଟୁ ବାକ୍ୟ କହିଲେ । ପରେ ଆତ୍ମହତ୍ୟା କରିବାକୁ ଚାହିଁଲେ । ଶ୍ରୀକୃଷ୍ଣ କହିଲେ ଆତ୍ମପ୍ରଶଂସା ହିଁ ଆତ୍ମହତ୍ୟା ସହିତ ସମାନ । ଅର୍ଜୁନ ନିଜର ପ୍ରଶଂସା କଲେ । ଏହିପରି ଅହଂକାରର ଆବର୍ଜନାକୁ ସଫା କରିବା ପାଇଁ ଭଗବାନ ଉପାୟ ଦେଖାଇଲେ । ମଣିଷ ନିଜର ଧନ-ସମ୍ପତ୍ତି, ବଂଶ-ପ୍ରତିପତ୍ତି, ଶକ୍ତି-ସାମର୍ଥ୍ୟ ଉପରେ ଗର୍ବ କରେ । କିନ୍ତୁ ଏସବୁ କ୍ଷଣସ୍ଥାୟୀ । ଆଧ୍ୟାତ୍ମିକତା ହିଁ ଅହମିକାକୁ ଦୂର କରିପାରେ ।: [390, 841, 745, 1018]
- anniversary-box: [1128, 1370, 1458, 1470]
- sudoku-cell[interactable]: [1174, 1839, 1204, 1858]
- sudoku-cell[interactable]: [1263, 1797, 1293, 1839]
- sudoku-cell[interactable]: [1263, 1676, 1293, 1696]
- quote-line: ଅହମିକା ସିଦ୍ଧ ହୋଇଛି ଭଲପ୍ରେମ ।: [80, 1147, 256, 1162]
- sudoku-cell[interactable]: [1381, 1676, 1411, 1696]
- solution-cell: 2: [1317, 1911, 1333, 1923]
- sudoku-cell[interactable]: [1233, 1696, 1263, 1715]
- solution-cell: 4: [1433, 1923, 1449, 1935]
- ama-bharat-text: ଏଠି ଧର୍ମନିରପେକ୍ଷ ରାଷ୍ଟ୍ରରେ ବିଶ୍ୱ ସମ୍ପ୍ରଦାୟରେ ନିଜର ଏକ ସ୍ୱତନ୍ତ୍ର ପରିଚୟ ସୃଷ୍ଟି କରିଥିବା ଭାରତବର୍ଷ ଆଜି ସଫଳ ହୋଇଛି । ଜାତିଭେଦ ଏବଂ ପ୍ରାନ୍ତ ଭାରତବାସୀ ସର୍ବଧର୍ମ ସମନ୍ୱୟକୁ ପ୍ରାଧାନ୍ୟ ଦେଉଅଛି । ଏହାର ଏକ ଜ୍ୱଳନ୍ତ ଉଦାହରଣ ଦେଖିବାକୁ ମିଳିଛି । ଉତ୍ତରପ୍ରଦେଶର ରାମପୁର ଜିଲାରେ ଏକ ମସ୍‌ଜିଦରେ ହିନ୍ଦୁ ପିଲାମାନଙ୍କ ପାଇଁ ପାଠ ପଢ଼ା ବ୍ୟବସ୍ଥା କରାଯାଇଛି । ମୁସଲିମ ଶିକ୍ଷକ ସେମାନଙ୍କୁ ଗୀତା ଓ ଉପନିଷଦ ପଢ଼ାଉଛନ୍ତି । ଏହା ଧାର୍ମିକ ସମନ୍ୱୟର ଏକ ଉଦାହରଣ । ସମାଜରେ ଭେଦଭାବ ଦୂର କରିବା ପାଇଁ ଏଭଳି ଉଦ୍ୟମ ପ୍ରଶଂସନୀୟ । ଶିକ୍ଷା ହିଁ ସମାଜକୁ ଆଗକୁ ନେଇପାରିବ । ସ୍ଥାନୀୟ ଲୋକମାନେ ଏହି ଉଦ୍ୟମକୁ ସ୍ୱାଗତ କରିଛନ୍ତି ଏବଂ ଅନ୍ୟମାନଙ୍କ ପାଇଁ ଏହା ପ୍ରେରଣା ହୋଇଛି । ଏହିଭଳି ଉଦ୍ୟମ ସାରା ଦେଶରେ ହେବା ଦରକାର ।: [1128, 67, 1458, 280]
- section-rule: [42, 1206, 1120, 1208]
- solution-cell: 4: [1367, 1971, 1383, 1983]
- sudoku-cell[interactable]: [1410, 1676, 1440, 1696]
- sadhu-figure-icon: [661, 1441, 831, 1731]
- sudoku-cell[interactable]: [1174, 1797, 1204, 1839]
- solution-cell: 1: [1433, 1911, 1449, 1923]
- sudoku-cell[interactable]: [1351, 1696, 1381, 1715]
- quote-author: —ଶ୍ରୀମା: [909, 42, 954, 56]
- solution-cell: 1: [1350, 1983, 1366, 1995]
- sudoku-cell[interactable]: [1263, 1839, 1293, 1858]
- sudoku-cell[interactable]: 1: [1351, 1634, 1381, 1676]
- sudoku-cell[interactable]: [1204, 1634, 1234, 1676]
- sudoku-cell[interactable]: [1263, 1758, 1293, 1778]
- zilla-diary-header: [42, 250, 372, 340]
- solution-cell: 6: [1400, 1983, 1416, 1995]
- cmyk-dots: [1180, 2200, 1248, 2219]
- address-box: [1138, 1128, 1450, 1338]
- column-divider: [752, 1320, 753, 2120]
- solution-cell: 9: [1350, 2007, 1366, 2019]
- sudoku-help: ସୁ-ଡୋ-କୁ ଖେଳିବା ପାଇଁ ନିୟମ ଅଛି । ପ୍ରତି ଧାଡ଼ି, ପ୍ରତି ସ୍ତମ୍ଭ ଓ ପ୍ରତି ୩ x ୩ ବର୍ଗରେ ୧ ରୁ ୯ ପର୍ଯ୍ୟନ୍ତ ସଂଖ୍ୟା ଥରଟିଏ ଆସିବ । ସଂଖ୍ୟା ପୁନରାବୃତ୍ତି ହେବ ନାହିଁ ।: [1134, 1905, 1294, 1983]
- sudoku-cell[interactable]: [1174, 1715, 1204, 1757]
- sudoku-cell[interactable]: [1322, 1778, 1352, 1797]
- solution-cell: 4: [1400, 2007, 1416, 2019]
- ahamikara-byline: ଉପେନ୍ଦ୍ର ବିଶ୍ୱାଳ: [42, 736, 170, 757]
- solution-cell: 4: [1317, 1947, 1333, 1959]
